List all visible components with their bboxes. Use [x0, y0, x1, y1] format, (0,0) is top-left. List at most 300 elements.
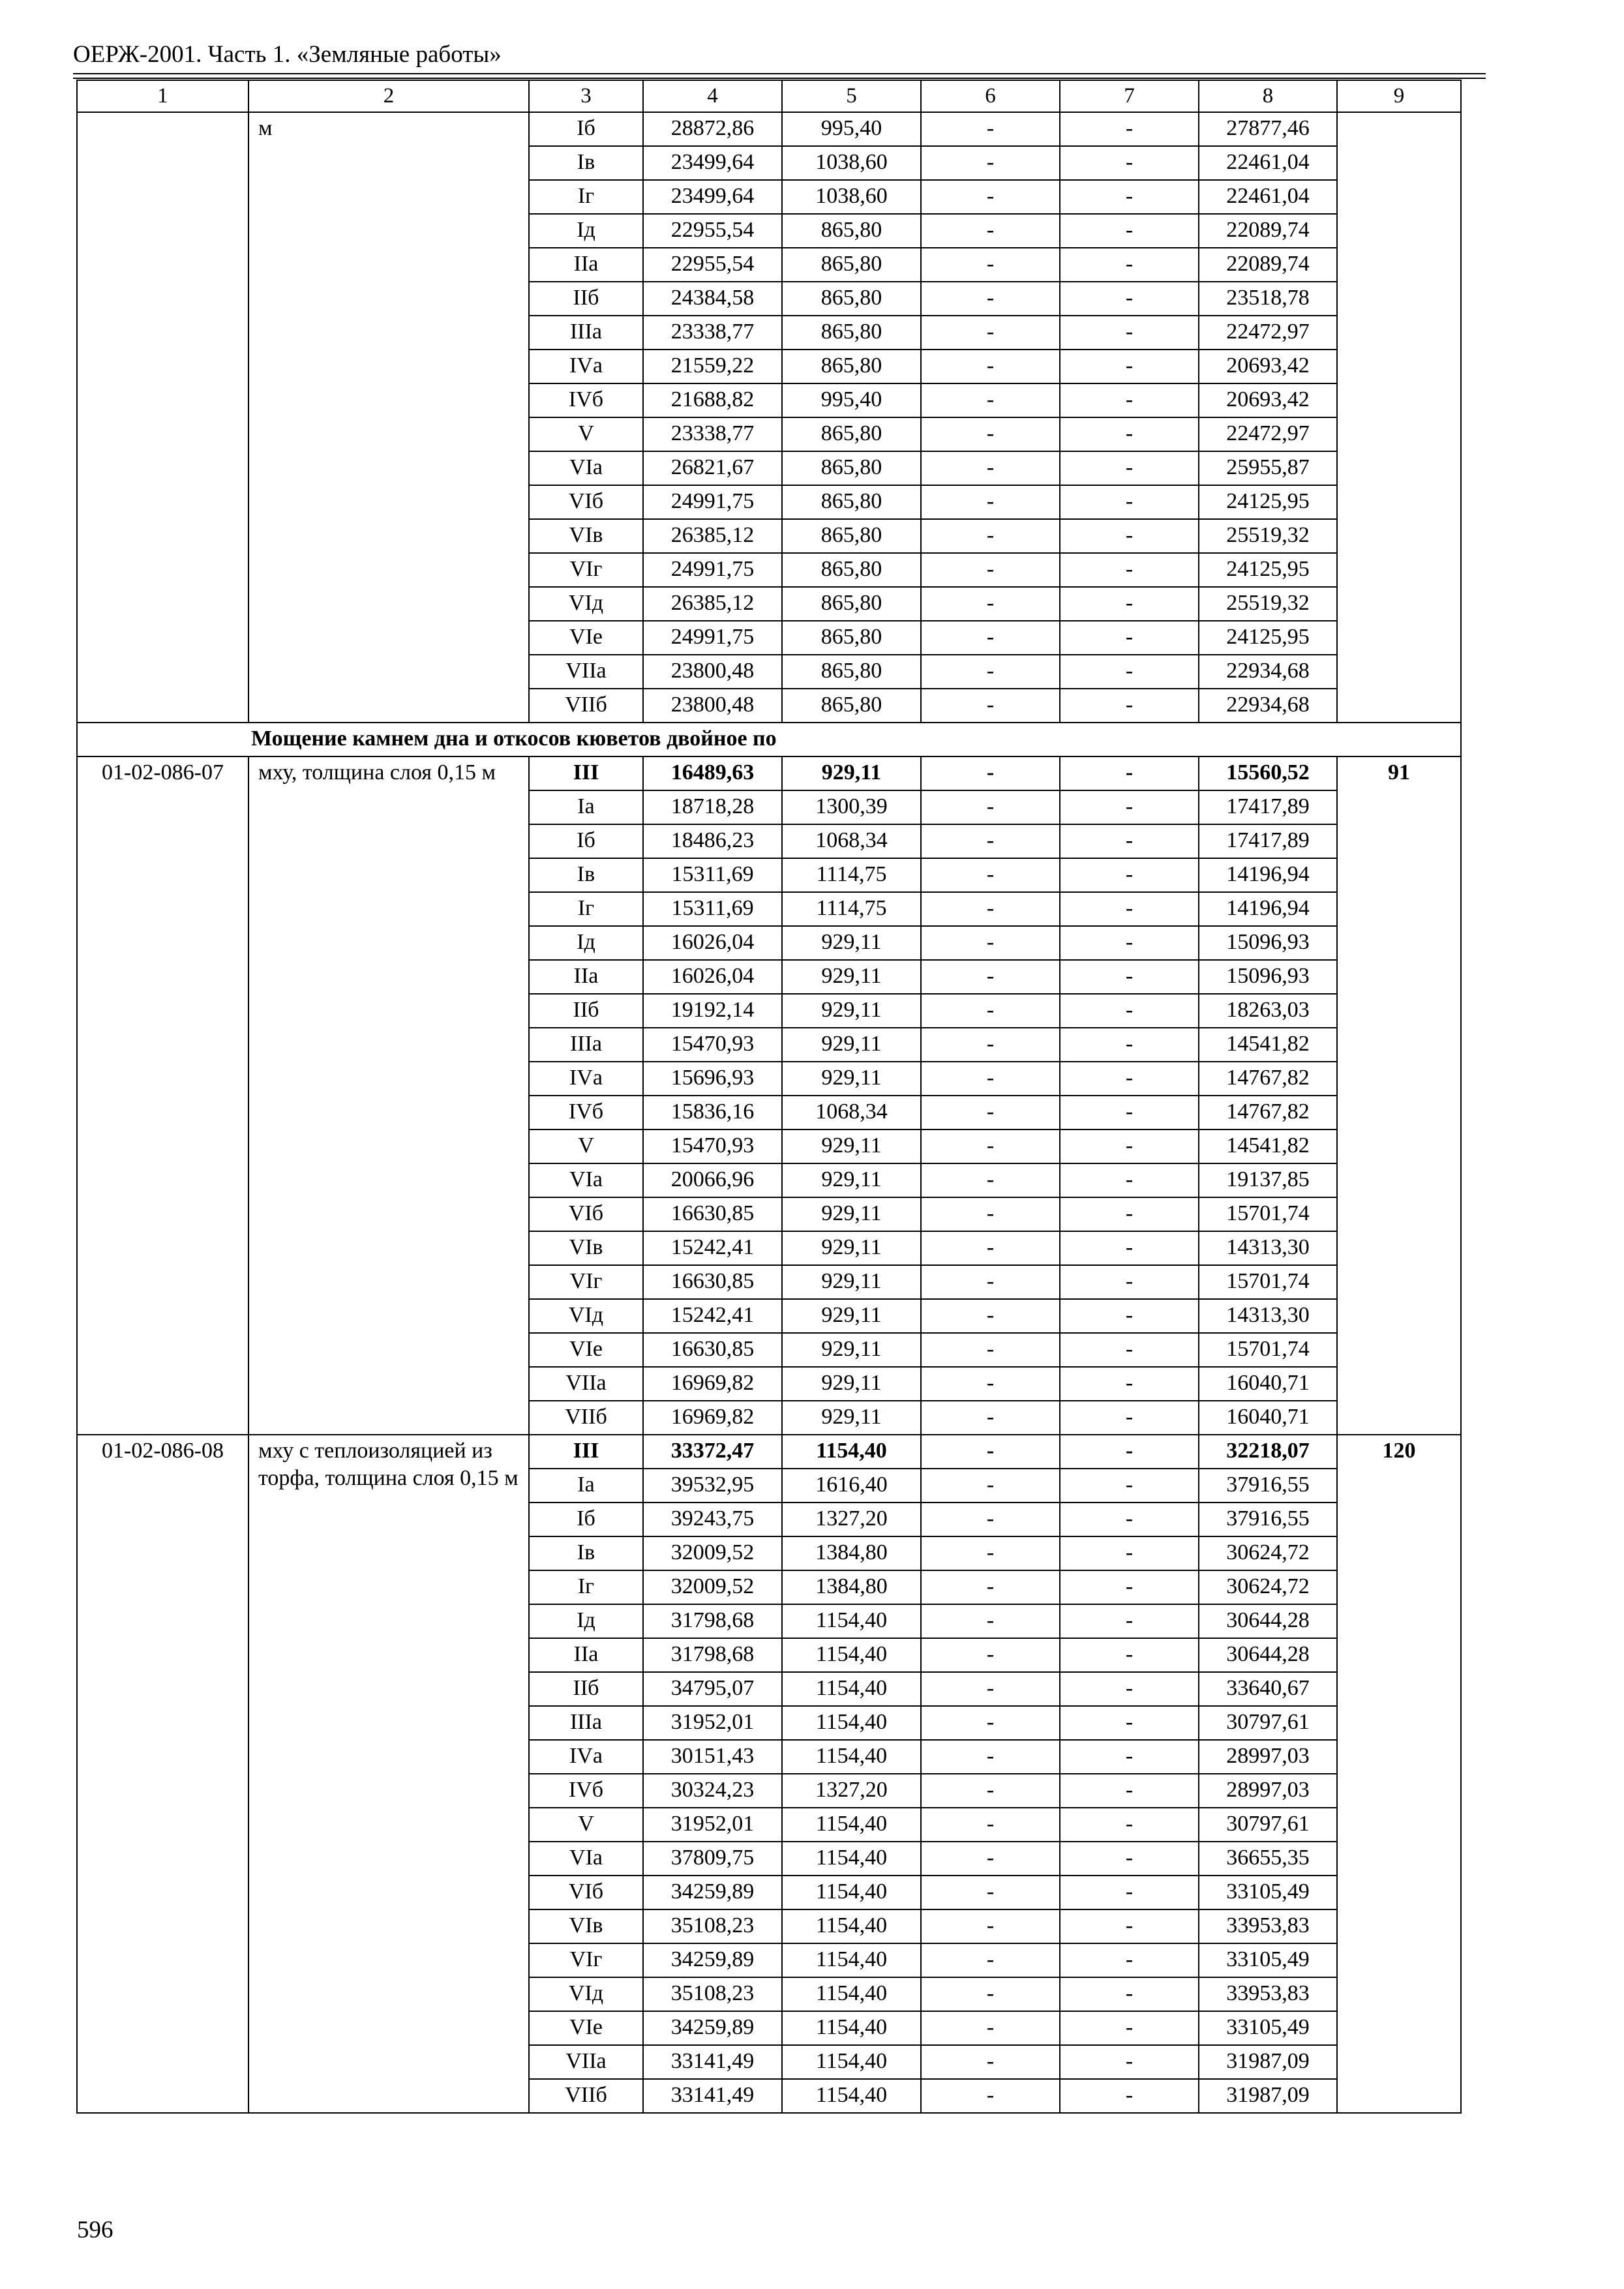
zone-cell: VIа — [529, 1842, 643, 1876]
value-cell-c6: - — [921, 824, 1060, 858]
value-cell-c4: 28872,86 — [643, 112, 782, 146]
value-cell-c7: - — [1060, 1808, 1199, 1842]
value-cell-c7: - — [1060, 2079, 1199, 2113]
value-cell-c4: 33372,47 — [643, 1435, 782, 1469]
value-cell-c7: - — [1060, 858, 1199, 892]
value-cell-c5: 929,11 — [782, 1028, 921, 1062]
value-cell-c6: - — [921, 1028, 1060, 1062]
value-cell-c4: 26385,12 — [643, 519, 782, 553]
value-cell-c4: 33141,49 — [643, 2079, 782, 2113]
zone-cell: V — [529, 417, 643, 451]
value-cell-c7: - — [1060, 248, 1199, 282]
rate-column-9: 120 — [1337, 1435, 1461, 2113]
value-cell-c7: - — [1060, 1163, 1199, 1197]
value-cell-c7: - — [1060, 926, 1199, 960]
value-cell-c6: - — [921, 1062, 1060, 1096]
value-cell-c4: 23338,77 — [643, 417, 782, 451]
value-cell-c4: 21688,82 — [643, 383, 782, 417]
rate-description: мху, толщина слоя 0,15 м — [248, 756, 529, 1435]
value-cell-c5: 1154,40 — [782, 1638, 921, 1672]
value-cell-c5: 1154,40 — [782, 1943, 921, 1977]
value-cell-c5: 1154,40 — [782, 1706, 921, 1740]
value-cell-c4: 16026,04 — [643, 960, 782, 994]
value-cell-c8: 20693,42 — [1199, 383, 1337, 417]
value-cell-c6: - — [921, 248, 1060, 282]
zone-cell: IIIа — [529, 1706, 643, 1740]
value-cell-c7: - — [1060, 1977, 1199, 2011]
zone-cell: VIе — [529, 621, 643, 655]
value-cell-c4: 18718,28 — [643, 790, 782, 824]
value-cell-c8: 30624,72 — [1199, 1570, 1337, 1604]
value-cell-c5: 1154,40 — [782, 2045, 921, 2079]
zone-cell: IVа — [529, 350, 643, 383]
value-cell-c6: - — [921, 146, 1060, 180]
zone-cell: Iб — [529, 824, 643, 858]
zone-cell: VIIб — [529, 2079, 643, 2113]
zone-cell: IIа — [529, 248, 643, 282]
zone-cell: IVа — [529, 1062, 643, 1096]
value-cell-c8: 33640,67 — [1199, 1672, 1337, 1706]
value-cell-c4: 39532,95 — [643, 1469, 782, 1503]
value-cell-c7: - — [1060, 1265, 1199, 1299]
zone-cell: VIа — [529, 451, 643, 485]
zone-cell: VIг — [529, 1943, 643, 1977]
value-cell-c7: - — [1060, 1435, 1199, 1469]
value-cell-c7: - — [1060, 316, 1199, 350]
value-cell-c8: 32218,07 — [1199, 1435, 1337, 1469]
rates-table-body — [77, 80, 1461, 2113]
zone-cell: Iв — [529, 858, 643, 892]
value-cell-c8: 15096,93 — [1199, 960, 1337, 994]
value-cell-c4: 19192,14 — [643, 994, 782, 1028]
value-cell-c8: 33953,83 — [1199, 1977, 1337, 2011]
value-cell-c8: 19137,85 — [1199, 1163, 1337, 1197]
value-cell-c8: 15701,74 — [1199, 1265, 1337, 1299]
value-cell-c7: - — [1060, 960, 1199, 994]
value-cell-c4: 32009,52 — [643, 1536, 782, 1570]
zone-cell: IVб — [529, 1774, 643, 1808]
value-cell-c7: - — [1060, 2045, 1199, 2079]
value-cell-c6: - — [921, 655, 1060, 689]
value-cell-c8: 30797,61 — [1199, 1706, 1337, 1740]
value-cell-c8: 14767,82 — [1199, 1096, 1337, 1130]
zone-cell: VIв — [529, 1231, 643, 1265]
rates-table — [76, 80, 1462, 2114]
value-cell-c5: 929,11 — [782, 960, 921, 994]
value-cell-c6: - — [921, 282, 1060, 316]
value-cell-c5: 865,80 — [782, 248, 921, 282]
zone-cell: Iа — [529, 790, 643, 824]
value-cell-c5: 865,80 — [782, 350, 921, 383]
value-cell-c8: 14313,30 — [1199, 1299, 1337, 1333]
value-cell-c6: - — [921, 1231, 1060, 1265]
value-cell-c4: 15470,93 — [643, 1028, 782, 1062]
value-cell-c8: 25955,87 — [1199, 451, 1337, 485]
value-cell-c7: - — [1060, 451, 1199, 485]
value-cell-c7: - — [1060, 1333, 1199, 1367]
value-cell-c5: 929,11 — [782, 1265, 921, 1299]
value-cell-c7: - — [1060, 756, 1199, 790]
zone-cell: VIв — [529, 519, 643, 553]
value-cell-c8: 14541,82 — [1199, 1028, 1337, 1062]
value-cell-c4: 24991,75 — [643, 621, 782, 655]
value-cell-c7: - — [1060, 1231, 1199, 1265]
value-cell-c4: 39243,75 — [643, 1503, 782, 1536]
value-cell-c7: - — [1060, 417, 1199, 451]
value-cell-c6: - — [921, 112, 1060, 146]
zone-cell: Iд — [529, 214, 643, 248]
value-cell-c7: - — [1060, 350, 1199, 383]
value-cell-c6: - — [921, 451, 1060, 485]
value-cell-c6: - — [921, 858, 1060, 892]
value-cell-c4: 34795,07 — [643, 1672, 782, 1706]
value-cell-c8: 16040,71 — [1199, 1367, 1337, 1401]
value-cell-c7: - — [1060, 519, 1199, 553]
value-cell-c6: - — [921, 1469, 1060, 1503]
value-cell-c7: - — [1060, 621, 1199, 655]
zone-cell: Iг — [529, 892, 643, 926]
value-cell-c6: - — [921, 892, 1060, 926]
value-cell-c4: 16489,63 — [643, 756, 782, 790]
value-cell-c5: 1038,60 — [782, 180, 921, 214]
value-cell-c4: 15836,16 — [643, 1096, 782, 1130]
value-cell-c5: 1327,20 — [782, 1503, 921, 1536]
value-cell-c8: 37916,55 — [1199, 1503, 1337, 1536]
value-cell-c5: 929,11 — [782, 1333, 921, 1367]
value-cell-c8: 14196,94 — [1199, 858, 1337, 892]
value-cell-c4: 32009,52 — [643, 1570, 782, 1604]
value-cell-c8: 22934,68 — [1199, 689, 1337, 723]
value-cell-c6: - — [921, 485, 1060, 519]
value-cell-c7: - — [1060, 282, 1199, 316]
value-cell-c7: - — [1060, 994, 1199, 1028]
value-cell-c4: 34259,89 — [643, 1876, 782, 1909]
value-cell-c6: - — [921, 994, 1060, 1028]
value-cell-c6: - — [921, 1130, 1060, 1163]
value-cell-c8: 24125,95 — [1199, 553, 1337, 587]
value-cell-c6: - — [921, 350, 1060, 383]
value-cell-c4: 15696,93 — [643, 1062, 782, 1096]
value-cell-c5: 929,11 — [782, 994, 921, 1028]
value-cell-c7: - — [1060, 1842, 1199, 1876]
value-cell-c7: - — [1060, 1503, 1199, 1536]
value-cell-c4: 23800,48 — [643, 689, 782, 723]
value-cell-c8: 22461,04 — [1199, 146, 1337, 180]
value-cell-c6: - — [921, 417, 1060, 451]
value-cell-c8: 14313,30 — [1199, 1231, 1337, 1265]
zone-cell: Iд — [529, 926, 643, 960]
value-cell-c5: 1154,40 — [782, 2079, 921, 2113]
value-cell-c6: - — [921, 214, 1060, 248]
zone-cell: IIIа — [529, 1028, 643, 1062]
value-cell-c5: 1154,40 — [782, 1842, 921, 1876]
value-cell-c8: 30644,28 — [1199, 1638, 1337, 1672]
value-cell-c6: - — [921, 1808, 1060, 1842]
value-cell-c8: 14767,82 — [1199, 1062, 1337, 1096]
table-row — [77, 1435, 1461, 1469]
value-cell-c8: 20693,42 — [1199, 350, 1337, 383]
value-cell-c5: 865,80 — [782, 417, 921, 451]
column-header: 6 — [921, 80, 1060, 112]
value-cell-c5: 1154,40 — [782, 1672, 921, 1706]
value-cell-c7: - — [1060, 1469, 1199, 1503]
value-cell-c4: 31798,68 — [643, 1638, 782, 1672]
value-cell-c8: 15096,93 — [1199, 926, 1337, 960]
value-cell-c7: - — [1060, 1367, 1199, 1401]
value-cell-c4: 35108,23 — [643, 1977, 782, 2011]
value-cell-c5: 929,11 — [782, 1130, 921, 1163]
zone-cell: VIб — [529, 485, 643, 519]
zone-cell: Iд — [529, 1604, 643, 1638]
value-cell-c5: 1300,39 — [782, 790, 921, 824]
value-cell-c4: 18486,23 — [643, 824, 782, 858]
value-cell-c8: 15701,74 — [1199, 1197, 1337, 1231]
value-cell-c4: 34259,89 — [643, 1943, 782, 1977]
zone-cell: Iа — [529, 1469, 643, 1503]
value-cell-c5: 865,80 — [782, 282, 921, 316]
value-cell-c5: 1068,34 — [782, 1096, 921, 1130]
value-cell-c4: 15311,69 — [643, 858, 782, 892]
zone-cell: IIб — [529, 994, 643, 1028]
value-cell-c4: 16969,82 — [643, 1367, 782, 1401]
value-cell-c7: - — [1060, 1096, 1199, 1130]
value-cell-c7: - — [1060, 383, 1199, 417]
zone-cell: VIд — [529, 1299, 643, 1333]
value-cell-c8: 28997,03 — [1199, 1774, 1337, 1808]
zone-cell: V — [529, 1130, 643, 1163]
zone-cell: VIб — [529, 1876, 643, 1909]
value-cell-c6: - — [921, 1672, 1060, 1706]
value-cell-c4: 16969,82 — [643, 1401, 782, 1435]
value-cell-c6: - — [921, 1638, 1060, 1672]
value-cell-c4: 15311,69 — [643, 892, 782, 926]
value-cell-c7: - — [1060, 1401, 1199, 1435]
value-cell-c4: 37809,75 — [643, 1842, 782, 1876]
value-cell-c5: 1384,80 — [782, 1536, 921, 1570]
zone-cell: Iб — [529, 1503, 643, 1536]
value-cell-c4: 30324,23 — [643, 1774, 782, 1808]
zone-cell: VIд — [529, 1977, 643, 2011]
zone-cell: Iв — [529, 1536, 643, 1570]
value-cell-c7: - — [1060, 1028, 1199, 1062]
value-cell-c8: 15560,52 — [1199, 756, 1337, 790]
value-cell-c6: - — [921, 180, 1060, 214]
column-header-row — [77, 80, 1461, 112]
value-cell-c5: 865,80 — [782, 485, 921, 519]
value-cell-c4: 20066,96 — [643, 1163, 782, 1197]
value-cell-c6: - — [921, 689, 1060, 723]
value-cell-c6: - — [921, 1367, 1060, 1401]
value-cell-c6: - — [921, 383, 1060, 417]
value-cell-c4: 21559,22 — [643, 350, 782, 383]
value-cell-c5: 929,11 — [782, 926, 921, 960]
value-cell-c8: 33953,83 — [1199, 1909, 1337, 1943]
value-cell-c5: 865,80 — [782, 655, 921, 689]
value-cell-c8: 22472,97 — [1199, 417, 1337, 451]
rate-description: м — [248, 112, 529, 723]
zone-cell: VIб — [529, 1197, 643, 1231]
value-cell-c5: 995,40 — [782, 112, 921, 146]
table-row — [77, 112, 1461, 146]
value-cell-c6: - — [921, 2011, 1060, 2045]
value-cell-c7: - — [1060, 1570, 1199, 1604]
value-cell-c8: 22089,74 — [1199, 214, 1337, 248]
column-header: 1 — [77, 80, 248, 112]
value-cell-c4: 16630,85 — [643, 1197, 782, 1231]
value-cell-c7: - — [1060, 553, 1199, 587]
zone-cell: VIе — [529, 1333, 643, 1367]
value-cell-c8: 37916,55 — [1199, 1469, 1337, 1503]
value-cell-c8: 30797,61 — [1199, 1808, 1337, 1842]
value-cell-c5: 929,11 — [782, 1197, 921, 1231]
value-cell-c6: - — [921, 1435, 1060, 1469]
zone-cell: VIIб — [529, 689, 643, 723]
value-cell-c7: - — [1060, 1604, 1199, 1638]
value-cell-c4: 31798,68 — [643, 1604, 782, 1638]
value-cell-c6: - — [921, 2045, 1060, 2079]
section-title-row — [77, 723, 1461, 756]
zone-cell: IIб — [529, 282, 643, 316]
rate-code — [77, 112, 248, 723]
value-cell-c8: 22089,74 — [1199, 248, 1337, 282]
value-cell-c5: 1068,34 — [782, 824, 921, 858]
value-cell-c8: 18263,03 — [1199, 994, 1337, 1028]
value-cell-c4: 31952,01 — [643, 1808, 782, 1842]
zone-cell: VIа — [529, 1163, 643, 1197]
zone-cell: Iб — [529, 112, 643, 146]
value-cell-c7: - — [1060, 790, 1199, 824]
value-cell-c4: 31952,01 — [643, 1706, 782, 1740]
zone-cell: VIIа — [529, 1367, 643, 1401]
value-cell-c5: 865,80 — [782, 621, 921, 655]
value-cell-c6: - — [921, 1842, 1060, 1876]
value-cell-c4: 15470,93 — [643, 1130, 782, 1163]
table-row — [77, 756, 1461, 790]
value-cell-c5: 865,80 — [782, 587, 921, 621]
value-cell-c4: 26821,67 — [643, 451, 782, 485]
value-cell-c8: 24125,95 — [1199, 621, 1337, 655]
zone-cell: VIIа — [529, 2045, 643, 2079]
value-cell-c7: - — [1060, 1197, 1199, 1231]
value-cell-c7: - — [1060, 2011, 1199, 2045]
value-cell-c5: 865,80 — [782, 553, 921, 587]
zone-cell: Iг — [529, 180, 643, 214]
value-cell-c7: - — [1060, 1909, 1199, 1943]
value-cell-c4: 24384,58 — [643, 282, 782, 316]
value-cell-c5: 1154,40 — [782, 2011, 921, 2045]
value-cell-c4: 30151,43 — [643, 1740, 782, 1774]
value-cell-c7: - — [1060, 112, 1199, 146]
zone-cell: III — [529, 1435, 643, 1469]
value-cell-c6: - — [921, 1570, 1060, 1604]
value-cell-c7: - — [1060, 1638, 1199, 1672]
value-cell-c6: - — [921, 1536, 1060, 1570]
zone-cell: IVб — [529, 383, 643, 417]
value-cell-c8: 30644,28 — [1199, 1604, 1337, 1638]
value-cell-c4: 15242,41 — [643, 1299, 782, 1333]
value-cell-c8: 27877,46 — [1199, 112, 1337, 146]
value-cell-c8: 17417,89 — [1199, 790, 1337, 824]
value-cell-c4: 22955,54 — [643, 214, 782, 248]
value-cell-c4: 26385,12 — [643, 587, 782, 621]
value-cell-c4: 16630,85 — [643, 1333, 782, 1367]
value-cell-c7: - — [1060, 1740, 1199, 1774]
rate-column-9: 91 — [1337, 756, 1461, 1435]
header-rule — [73, 73, 1486, 74]
value-cell-c8: 22934,68 — [1199, 655, 1337, 689]
value-cell-c8: 36655,35 — [1199, 1842, 1337, 1876]
zone-cell: III — [529, 756, 643, 790]
value-cell-c8: 25519,32 — [1199, 519, 1337, 553]
value-cell-c8: 14196,94 — [1199, 892, 1337, 926]
value-cell-c7: - — [1060, 587, 1199, 621]
value-cell-c5: 865,80 — [782, 519, 921, 553]
value-cell-c5: 929,11 — [782, 1367, 921, 1401]
value-cell-c7: - — [1060, 146, 1199, 180]
zone-cell: Iг — [529, 1570, 643, 1604]
section-title: Мощение камнем дна и откосов кюветов двойное по — [77, 723, 1461, 756]
value-cell-c6: - — [921, 1333, 1060, 1367]
value-cell-c4: 22955,54 — [643, 248, 782, 282]
value-cell-c8: 22461,04 — [1199, 180, 1337, 214]
zone-cell: VIе — [529, 2011, 643, 2045]
value-cell-c7: - — [1060, 214, 1199, 248]
zone-cell: IIа — [529, 1638, 643, 1672]
value-cell-c6: - — [921, 1503, 1060, 1536]
value-cell-c6: - — [921, 1197, 1060, 1231]
value-cell-c6: - — [921, 621, 1060, 655]
value-cell-c5: 1327,20 — [782, 1774, 921, 1808]
value-cell-c5: 1154,40 — [782, 1876, 921, 1909]
value-cell-c6: - — [921, 1401, 1060, 1435]
value-cell-c5: 929,11 — [782, 1231, 921, 1265]
value-cell-c5: 1154,40 — [782, 1604, 921, 1638]
value-cell-c5: 1154,40 — [782, 1977, 921, 2011]
value-cell-c7: - — [1060, 1943, 1199, 1977]
value-cell-c8: 15701,74 — [1199, 1333, 1337, 1367]
zone-cell: VIIб — [529, 1401, 643, 1435]
zone-cell: IIа — [529, 960, 643, 994]
value-cell-c7: - — [1060, 1299, 1199, 1333]
value-cell-c8: 24125,95 — [1199, 485, 1337, 519]
value-cell-c5: 929,11 — [782, 1299, 921, 1333]
rate-code: 01-02-086-08 — [77, 1435, 248, 2113]
value-cell-c6: - — [921, 587, 1060, 621]
value-cell-c6: - — [921, 790, 1060, 824]
column-header: 2 — [248, 80, 529, 112]
zone-cell: V — [529, 1808, 643, 1842]
value-cell-c5: 929,11 — [782, 1163, 921, 1197]
value-cell-c5: 1616,40 — [782, 1469, 921, 1503]
value-cell-c4: 35108,23 — [643, 1909, 782, 1943]
value-cell-c4: 23499,64 — [643, 180, 782, 214]
value-cell-c4: 24991,75 — [643, 485, 782, 519]
zone-cell: VIг — [529, 553, 643, 587]
zone-cell: VIв — [529, 1909, 643, 1943]
value-cell-c5: 1154,40 — [782, 1808, 921, 1842]
zone-cell: IIIа — [529, 316, 643, 350]
value-cell-c6: - — [921, 1943, 1060, 1977]
value-cell-c7: - — [1060, 1672, 1199, 1706]
value-cell-c8: 28997,03 — [1199, 1740, 1337, 1774]
value-cell-c4: 16026,04 — [643, 926, 782, 960]
zone-cell: IVб — [529, 1096, 643, 1130]
value-cell-c7: - — [1060, 689, 1199, 723]
rate-code: 01-02-086-07 — [77, 756, 248, 1435]
value-cell-c6: - — [921, 1706, 1060, 1740]
value-cell-c4: 16630,85 — [643, 1265, 782, 1299]
value-cell-c8: 16040,71 — [1199, 1401, 1337, 1435]
